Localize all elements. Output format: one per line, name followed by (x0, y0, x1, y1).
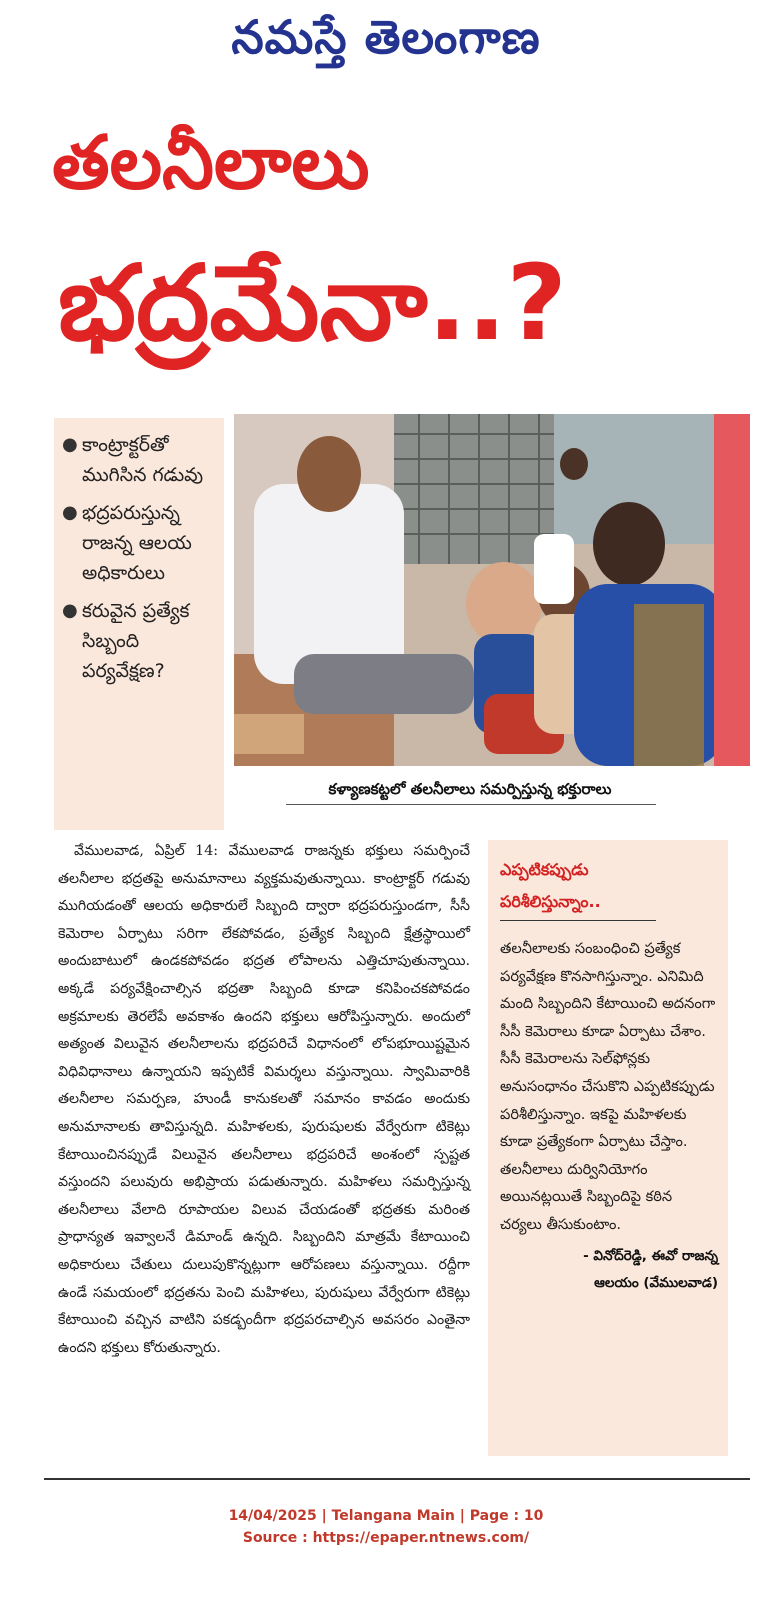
highlight-text: భద్రపరుస్తున్న రాజన్న ఆలయ అధికారులు (82, 502, 192, 584)
sidebar-title-underline (500, 920, 656, 921)
bullet-icon: ● (62, 434, 78, 455)
highlight-item (62, 498, 216, 588)
sidebar-quote: తలనీలాలకు సంబంధించి ప్రత్యేక పర్యవేక్షణ కొనసాగిస్తున్నాం. ఎనిమిది మంది సిబ్బందిని కేటాయించి అదనంగా సీసీ కెమెరాలు కూడా ఏర్పాటు చేశాం. సీసీ కెమెరాలను సెల్‌ఫోన్లకు అనుసంధానం చేసుకొని ఎప్పటికప్పుడు పరిశీలిస్తున్నాం. ఇకపై మహిళలకు కూడా ప్రత్యేకంగా ఏర్పాటు చేస్తాం. తలనీలాలు దుర్వినియోగం అయినట్లయితే సిబ్బందిపై కఠిన చర్యలు తీసుకుంటాం. (500, 940, 716, 1233)
highlight-text: కరువైన ప్రత్యేక సిబ్బంది పర్యవేక్షణ? (82, 600, 190, 682)
bullet-icon: ● (62, 600, 78, 621)
news-photo (234, 414, 750, 766)
highlight-item (62, 430, 216, 490)
article-body: వేములవాడ, ఏప్రిల్ 14: వేములవాడ రాజన్నకు భక్తులు సమర్పించే తలనీలాల భద్రతపై అనుమానాలు వ్యక్తమవుతున్నాయి. కాంట్రాక్టర్ గడువు ముగియడంతో ఆలయ అధికారులే సిబ్బంది ద్వారా భద్రపరుస్తుండగా, సీసీ కెమెరాల ఏర్పాటు సరిగా లేకపోవడం, ప్రత్యేక సిబ్బంది క్షేత్రస్థాయిలో అందుబాటులో ఉండకపోవడం భద్రత లోపాలను ఎత్తిచూపుతున్నాయి. అక్కడే పర్యవేక్షించాల్సిన భద్రతా సిబ్బంది కూడా కనిపించకపోవడం అక్రమాలకు తెరలేపే అవకాశం ఉందని భక్తులు ఆరోపిస్తున్నారు. అందులో అత్యంత విలువైన తలనీలాలను భద్రపరిచే విధానంలో లోపభూయిష్టమైన విధివిధానాలు ఉన్నాయని ఇప్పటికే విమర్శలు వస్తున్నాయి. స్వామివారికి తలనీలాల సమర్పణ, హుండీ కానుకలతో సమానం కావడం అందుకు అనుమానాలకు తావిస్తున్నది. మహిళలకు, పురుషులకు వేర్వేరుగా టికెట్లు కేటాయించినప్పుడే విలువైన తలనీలాలు భద్రపరిచే అంశంలో స్పష్టత వస్తుందని పలువురు అభిప్రాయ పడుతున్నారు. మహిళలు సమర్పిస్తున్న తలనీలాలు వేలాది రూపాయల విలువ చేయడంతో భద్రతకు మరింత ప్రాధాన్యత ఇవ్వాలనే డిమాండ్ ఉన్నది. సిబ్బందిని మాత్రమే కేటాయించి అధికారులు చేతులు దులుపుకొన్నట్లుగా ఆరోపణలు వస్తున్నాయి. రద్దీగా ఉండే సమయంలో భద్రతను పెంచి మహిళలు, పురుషులు వేర్వేరుగా టికెట్లు కేటాయించి వచ్చిన వాటిని పకడ్బందీగా భద్రపరచాల్సిన అవసరం ఎంతైనా ఉందని భక్తులు కోరుతున్నారు. (58, 843, 470, 1356)
footer-edition: 14/04/2025 | Telangana Main | Page : 10 (228, 1508, 544, 1524)
bullet-icon: ● (62, 502, 78, 523)
footer-source[interactable]: Source : https://epaper.ntnews.com/ (242, 1530, 530, 1546)
headline-line-2: భద్రమేనా..? (58, 242, 567, 364)
quote-sidebar (488, 840, 728, 1456)
footer-divider (44, 1478, 750, 1480)
highlight-text: కాంట్రాక్టర్‌తో ముగిసిన గడువు (82, 434, 204, 486)
sidebar-signature-name: - వినోద్‌రెడ్డి, ఈవో రాజన్న (583, 1247, 718, 1264)
photo-illustration (234, 414, 750, 766)
newspaper-masthead: నమస్తే తెలంగాణ (231, 10, 541, 64)
caption-underline (286, 804, 656, 805)
photo-caption: కళ్యాణకట్టలో తలనీలాలు సమర్పిస్తున్న భక్తురాలు (328, 780, 612, 798)
headline-line-1: తలనీలాలు (52, 120, 370, 206)
highlights-box (54, 418, 224, 830)
sidebar-signature-place: ఆలయం (వేములవాడ) (594, 1274, 718, 1291)
sidebar-title: ఎప్పటికప్పుడు పరిశీలిస్తున్నాం.. (500, 860, 601, 911)
highlight-item (62, 596, 216, 686)
